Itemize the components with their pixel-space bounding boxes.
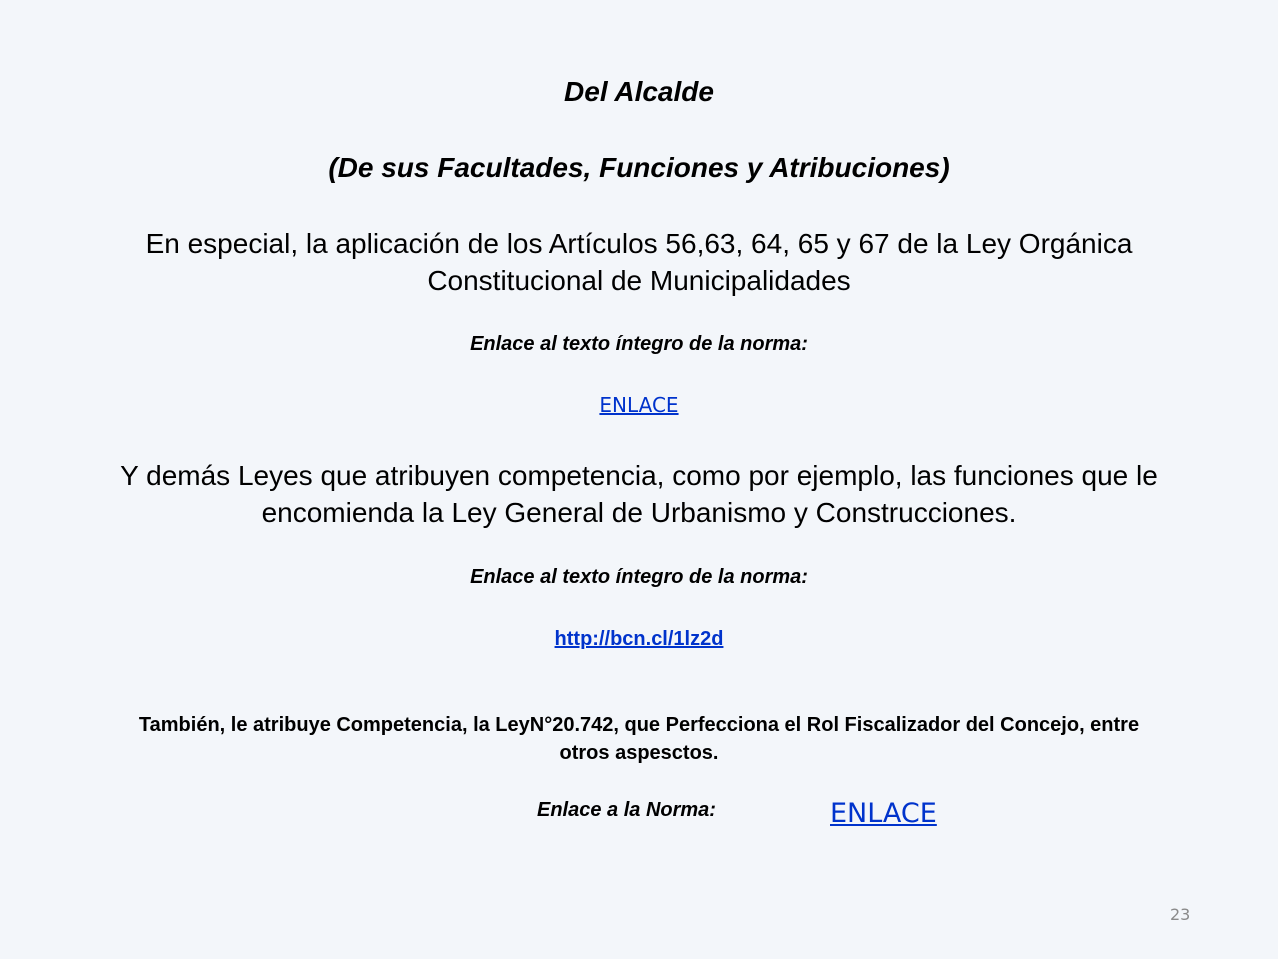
caption-norma-1: Enlace al texto íntegro de la norma: (470, 333, 808, 355)
bcn-link (0, 628, 1278, 651)
paragraph-other-laws-line2: encomienda la Ley General de Urbanismo y Construcciones. (261, 497, 1017, 528)
paragraph-articles (0, 225, 1278, 299)
caption-norma-2: Enlace al texto íntegro de la norma: (470, 566, 808, 588)
slide-subtitle: (De sus Facultades, Funciones y Atribuciones) (328, 152, 950, 183)
paragraph-ley-20742 (0, 711, 1278, 767)
slide-title: Del Alcalde (564, 76, 714, 107)
caption-enlace-norma: Enlace a la Norma: (537, 799, 716, 821)
paragraph-articles-line2: Constitucional de Municipalidades (427, 265, 851, 296)
enlace-link-1-text[interactable]: ENLACE (599, 393, 679, 417)
enlace-link-1 (0, 393, 1278, 417)
paragraph-other-laws (0, 457, 1278, 531)
bcn-link-text[interactable]: http://bcn.cl/1lz2d (554, 628, 724, 650)
paragraph-ley-20742-line1: También, le atribuye Competencia, la LeyN°20.742, que Perfecciona el Rol Fiscalizador del Concejo, entre (138, 714, 1140, 736)
paragraph-other-laws-line1: Y demás Leyes que atribuyen competencia, como por ejemplo, las funciones que le (120, 460, 1158, 491)
page-number: 23 (1170, 905, 1191, 924)
enlace-link-2[interactable]: ENLACE (830, 798, 937, 829)
paragraph-articles-line1: En especial, la aplicación de los Artículos 56,63, 64, 65 y 67 de la Ley Orgánica (145, 228, 1133, 259)
paragraph-ley-20742-line2: otros aspesctos. (559, 742, 719, 764)
